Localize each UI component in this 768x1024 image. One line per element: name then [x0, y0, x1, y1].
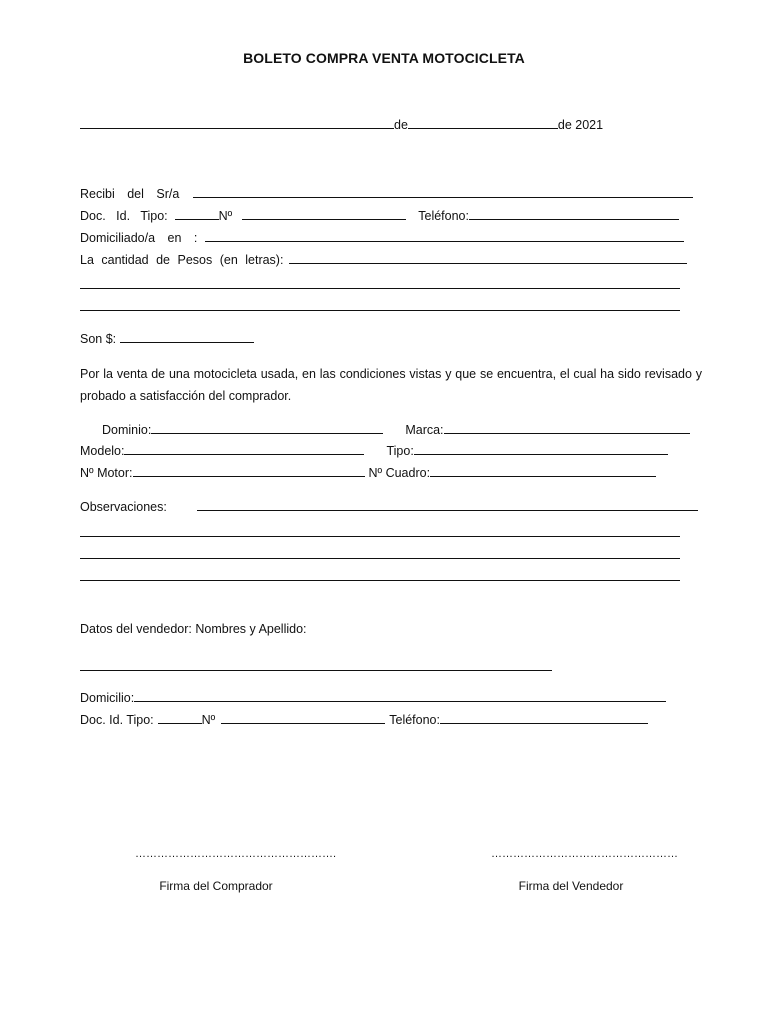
tipo-blank[interactable] [414, 453, 668, 455]
doc-number-label: Nº [218, 209, 233, 223]
recibi-label: Recibi del Sr/a [80, 187, 180, 201]
cantidad-blank-line-2[interactable] [80, 288, 680, 289]
cantidad-line [80, 253, 687, 267]
domiciliado-label: Domiciliado/a en : [80, 231, 198, 245]
domicilio-line [80, 231, 684, 245]
place-blank[interactable] [80, 127, 394, 129]
buyer-signature-label: Firma del Comprador [159, 879, 273, 893]
modelo-label: Modelo: [80, 444, 125, 458]
seller-phone-blank[interactable] [440, 722, 648, 724]
recibi-name-blank[interactable] [193, 196, 693, 198]
cuadro-label: Nº Cuadro: [368, 466, 431, 480]
seller-doc-number-blank[interactable] [221, 722, 385, 724]
buyer-signature-dots[interactable]: ………………………………………………. [135, 848, 337, 860]
motor-line [80, 466, 656, 480]
marca-label: Marca: [405, 423, 444, 437]
cuadro-blank[interactable] [430, 475, 656, 477]
doc-number-blank[interactable] [242, 218, 406, 220]
seller-phone-label: Teléfono: [389, 713, 440, 727]
seller-signature-dots[interactable]: …………………………………………… [491, 848, 678, 860]
son-line [80, 332, 254, 346]
observaciones-blank-line-4[interactable] [80, 580, 680, 581]
seller-doc-line [80, 713, 648, 727]
seller-doc-type-blank[interactable] [158, 722, 202, 724]
date-year-label: de 2021 [557, 118, 604, 132]
domicilio-blank[interactable] [205, 240, 684, 242]
date-de-label: de [394, 118, 408, 132]
observaciones-blank-line-2[interactable] [80, 536, 680, 537]
sale-description: Por la venta de una motocicleta usada, en las condiciones vistas y que se encuentra, el cual ha sido revisado y probado a satisfacción del comprador. [80, 367, 702, 403]
doc-type-label: Doc. Id. Tipo: [80, 209, 168, 223]
cantidad-label: La cantidad de Pesos (en letras): [80, 253, 284, 267]
observaciones-label: Observaciones: [80, 500, 167, 514]
motor-blank[interactable] [133, 475, 365, 477]
doc-type-blank[interactable] [175, 218, 219, 220]
seller-domicilio-line [80, 691, 666, 705]
seller-heading-line [80, 622, 307, 636]
seller-num-label: Nº [201, 713, 216, 727]
cantidad-blank-line-3[interactable] [80, 310, 680, 311]
day-month-blank[interactable] [408, 127, 558, 129]
seller-name-blank[interactable] [80, 670, 552, 671]
seller-domicilio-blank[interactable] [134, 700, 666, 702]
tipo-label: Tipo: [386, 444, 414, 458]
modelo-blank[interactable] [124, 453, 364, 455]
seller-domicilio-label: Domicilio: [80, 691, 135, 705]
modelo-line [80, 444, 668, 458]
phone-label: Teléfono: [418, 209, 469, 223]
son-amount-blank[interactable] [120, 341, 254, 343]
seller-heading: Datos del vendedor: Nombres y Apellido: [80, 622, 307, 636]
dominio-blank[interactable] [151, 432, 383, 434]
recibi-line [80, 187, 693, 201]
son-label: Son $: [80, 332, 117, 346]
dominio-label: Dominio: [102, 423, 152, 437]
observaciones-line [80, 500, 698, 514]
document-title: BOLETO COMPRA VENTA MOTOCICLETA [243, 50, 525, 66]
marca-blank[interactable] [444, 432, 690, 434]
cantidad-blank[interactable] [289, 262, 687, 264]
observaciones-blank[interactable] [197, 509, 698, 511]
dominio-line [102, 423, 690, 437]
seller-doc-label: Doc. Id. Tipo: [80, 713, 154, 727]
phone-blank[interactable] [469, 218, 679, 220]
seller-signature-label: Firma del Vendedor [518, 879, 624, 893]
date-line [80, 118, 603, 132]
motor-label: Nº Motor: [80, 466, 133, 480]
observaciones-blank-line-3[interactable] [80, 558, 680, 559]
doc-line [80, 209, 679, 223]
